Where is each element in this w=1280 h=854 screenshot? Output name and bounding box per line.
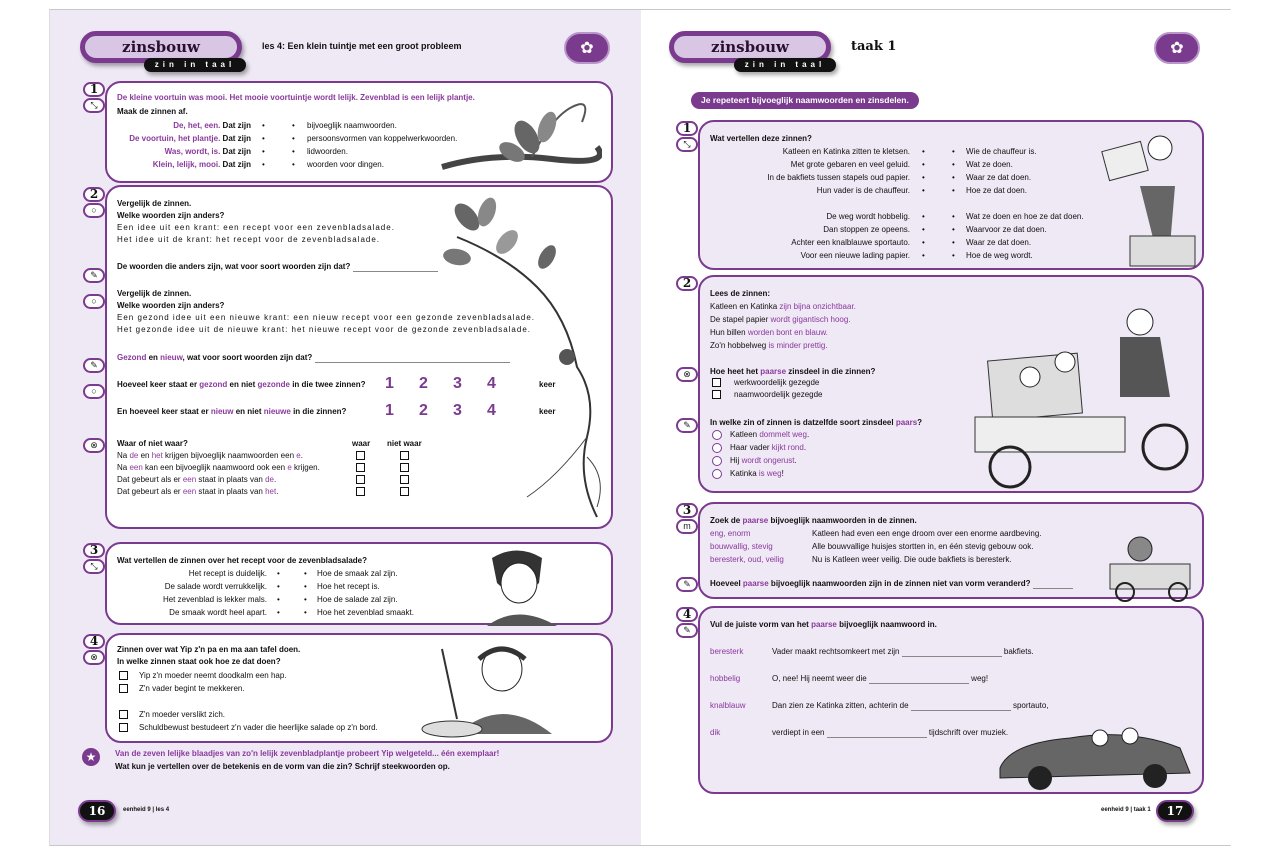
answer-checkbox[interactable] <box>119 684 128 693</box>
match-dot-left[interactable]: • <box>922 173 925 182</box>
text-fragment: O, nee! Hij neemt weer die <box>772 674 869 683</box>
checkbox-false[interactable] <box>400 475 409 484</box>
text-fragment: Katinka <box>730 469 759 478</box>
answer-checkbox[interactable] <box>119 710 128 719</box>
circle-choice-icon: ○ <box>83 294 105 309</box>
fill-in-sentence <box>772 647 1034 657</box>
text-fragment: . <box>300 451 303 460</box>
match-left-item: Katleen en Katinka zitten te kletsen. <box>782 147 910 156</box>
statement <box>117 451 303 461</box>
exercise-3 <box>698 502 1204 599</box>
fill-in-blank[interactable] <box>869 676 969 684</box>
match-right-item: Wie de chauffeur is. <box>966 147 1037 156</box>
text-fragment: de <box>129 451 139 460</box>
text-fragment: worden bont en blauw. <box>747 328 828 337</box>
text-fragment: De voortuin, het plantje. <box>129 134 221 143</box>
pencil-icon: ✎ <box>676 623 698 638</box>
answer-line[interactable] <box>1033 581 1073 589</box>
circle-choice-icon: ○ <box>83 384 105 399</box>
star-task-line2: Wat kun je vertellen over de betekenis en de vorm van die zin? Schrijf steekwoorden op. <box>115 762 450 771</box>
match-right-item: persoonsvormen van koppelwerkwoorden. <box>307 134 458 143</box>
exercise-4 <box>698 606 1204 794</box>
connect-icon: ⤡ <box>676 137 698 152</box>
connect-icon: ⤡ <box>83 98 105 113</box>
count-option[interactable]: 2 <box>419 375 428 392</box>
section-tab: zinsbouw <box>80 31 242 63</box>
exercise-number: 2 <box>83 187 105 202</box>
text-fragment: Was, wordt, is. <box>164 147 221 156</box>
checkbox-false[interactable] <box>400 487 409 496</box>
text-fragment: Katleen en Katinka <box>710 302 780 311</box>
bakfiets-illustration <box>970 297 1195 492</box>
answer-radio[interactable] <box>712 456 722 466</box>
sentence: Alle bouwvallige huisjes stortten in, en één stevig gebouw ook. <box>812 542 1034 551</box>
match-left-item: Hun vader is de chauffeur. <box>816 186 910 195</box>
text-fragment: een <box>182 475 197 484</box>
text-fragment: Dat zijn <box>220 147 251 156</box>
text-fragment: wordt ongerust <box>741 456 795 465</box>
exercise-title: Zoek de paarse bijvoeglijk naamwoorden in de zinnen. <box>710 516 917 525</box>
base-adjective: beresterk <box>710 647 744 656</box>
checkbox-true[interactable] <box>356 451 365 460</box>
checkbox-true[interactable] <box>356 475 365 484</box>
exercise-1 <box>698 120 1204 270</box>
match-right-item: Wat ze doen. <box>966 160 1013 169</box>
col-false: niet waar <box>387 439 422 448</box>
match-dot-right[interactable]: • <box>952 147 955 156</box>
match-dot-left[interactable]: • <box>262 147 265 156</box>
text-fragment: krijgen bijvoeglijk naamwoorden een <box>162 451 297 460</box>
sportscar-illustration <box>990 718 1200 793</box>
text-fragment: krijgen. <box>291 463 320 472</box>
exercise-number: 3 <box>83 543 105 558</box>
count-option[interactable]: 2 <box>419 402 428 419</box>
text-fragment: tijdschrift over muziek. <box>926 728 1009 737</box>
text-fragment: Dat zijn <box>220 160 251 169</box>
keer-label: keer <box>539 380 556 389</box>
sentence: Nu is Katleen weer veilig. Die oude bakfiets is beresterk. <box>812 555 1012 564</box>
answer-checkbox[interactable] <box>119 723 128 732</box>
count-option[interactable]: 4 <box>487 375 496 392</box>
match-left-item: Voor een nieuwe lading papier. <box>800 251 910 260</box>
match-left-item: In de bakfiets tussen stapels oud papier. <box>767 173 910 182</box>
answer-option <box>730 430 809 440</box>
page-footer: eenheid 9 | taak 1 <box>1101 807 1151 813</box>
text-fragment: is minder prettig. <box>768 341 828 350</box>
exercise-number: 1 <box>676 121 698 136</box>
connect-icon: ⤡ <box>83 559 105 574</box>
q1-sentence: Een idee uit een krant: een recept voor een zevenbladsalade. <box>117 223 395 232</box>
q1-question: De woorden die anders zijn, wat voor soort woorden zijn dat? <box>117 262 438 272</box>
exercise-subtitle: In welke zinnen staat ook hoe ze dat doen? <box>117 657 281 666</box>
q1-sentence: Het idee uit de krant: het recept voor de zevenbladsalade. <box>117 235 381 244</box>
text-fragment: een <box>182 487 197 496</box>
match-right-item: Waar ze dat doen. <box>966 238 1032 247</box>
marker-m-icon: m <box>676 519 698 534</box>
bear-car-illustration <box>1100 534 1200 604</box>
match-left-item: Achter een knalblauwe sportauto. <box>791 238 910 247</box>
text-fragment: weg! <box>968 674 989 683</box>
answer-option <box>730 456 797 466</box>
text-fragment: Klein, lelijk, mooi. <box>152 160 221 169</box>
text-fragment: Dan zien ze Katinka zitten, achterin de <box>772 701 911 710</box>
exercise-question: Hoeveel paarse bijvoeglijk naamwoorden zijn in de zinnen niet van vorm veranderd? <box>710 579 1073 589</box>
sentence <box>710 341 828 351</box>
checkbox-false[interactable] <box>400 451 409 460</box>
match-dot-left[interactable]: • <box>262 160 265 169</box>
answer-option: Yip z'n moeder neemt doodkalm een hap. <box>139 671 287 680</box>
textbook-spread <box>49 9 1231 846</box>
exercise-2 <box>105 185 613 529</box>
q2-sentence: Een gezond idee uit een nieuwe krant: een nieuw recept voor een gezonde zevenbladsalade. <box>117 313 536 322</box>
exercise-title: Vul de juiste vorm van het paarse bijvoeglijk naamwoord in. <box>710 620 937 629</box>
text-fragment: Katleen <box>730 430 760 439</box>
match-dot-left[interactable]: • <box>277 569 280 578</box>
statement <box>117 475 276 485</box>
text-fragment: Hij <box>730 456 742 465</box>
match-left-item <box>117 134 251 144</box>
text-fragment: een <box>129 463 143 472</box>
match-left-item: De salade wordt verrukkelijk. <box>164 582 267 591</box>
answer-option: Z'n moeder verslikt zich. <box>139 710 225 719</box>
exercise-title: Lees de zinnen: <box>710 289 771 298</box>
exercise-1 <box>105 81 613 183</box>
section-subtitle: zin in taal <box>144 58 246 72</box>
question-2: In welke zin of zinnen is datzelfde soort zinsdeel paars? <box>710 418 923 427</box>
count-question-1: Hoeveel keer staat er gezond en niet gezonde in die twee zinnen? <box>117 380 366 389</box>
match-dot-right[interactable]: • <box>304 569 307 578</box>
text-fragment: het <box>151 451 163 460</box>
pencil-icon: ✎ <box>676 577 698 592</box>
text-fragment: De stapel papier <box>710 315 771 324</box>
match-right-item: Hoe het zevenblad smaakt. <box>317 608 414 617</box>
text-fragment: Na <box>117 451 130 460</box>
match-left-item: Dan stoppen ze opeens. <box>823 225 910 234</box>
fill-in-sentence <box>772 701 1049 711</box>
text-fragment: . <box>803 443 807 452</box>
question-1: Hoe heet het paarse zinsdeel in die zinnen? <box>710 367 876 376</box>
match-dot-right[interactable]: • <box>952 212 955 221</box>
plant-illustration <box>432 97 602 177</box>
checkbox-true[interactable] <box>356 463 365 472</box>
vine-illustration <box>437 197 607 527</box>
text-fragment: Haar vader <box>730 443 772 452</box>
fill-in-blank[interactable] <box>902 649 1002 657</box>
match-dot-right[interactable]: • <box>292 160 295 169</box>
match-dot-right[interactable]: • <box>304 595 307 604</box>
learning-goal: Je repeteert bijvoeglijk naamwoorden en zinsdelen. <box>691 92 919 109</box>
statement <box>117 487 278 497</box>
match-dot-right[interactable]: • <box>952 160 955 169</box>
lesson-title: les 4: Een klein tuintje met een groot probleem <box>262 41 462 51</box>
fill-in-sentence <box>772 728 1008 738</box>
match-left-item: De weg wordt hobbelig. <box>826 212 910 221</box>
text-fragment: is weg <box>758 469 782 478</box>
text-fragment: Vader maakt rechtsomkeert met zijn <box>772 647 902 656</box>
text-fragment: sportauto, <box>1010 701 1049 710</box>
match-left-item <box>117 121 251 131</box>
answer-line[interactable] <box>353 264 438 272</box>
base-adjective: dik <box>710 728 721 737</box>
page-footer: eenheid 9 | les 4 <box>123 807 170 813</box>
fill-in-blank[interactable] <box>827 730 927 738</box>
text-fragment: Zo'n hobbelweg <box>710 341 769 350</box>
match-dot-right[interactable]: • <box>952 238 955 247</box>
pencil-icon: ✎ <box>676 418 698 433</box>
exercise-3 <box>105 542 613 625</box>
woman-eating-illustration <box>417 639 557 739</box>
base-adjective: knalblauw <box>710 701 746 710</box>
count-question-2: En hoeveel keer staat er nieuw en niet nieuwe in die zinnen? <box>117 407 347 416</box>
exercise-intro: De kleine voortuin was mooi. Het mooie voortuintje wordt lelijk. Zevenblad is een lelijk plantje. <box>117 93 475 102</box>
exercise-4 <box>105 633 613 743</box>
answer-option: Z'n vader begint te mekkeren. <box>139 684 245 693</box>
answer-option <box>730 443 806 453</box>
checkbox-true[interactable] <box>356 487 365 496</box>
fill-in-blank[interactable] <box>911 703 1011 711</box>
base-adjective: hobbelig <box>710 674 741 683</box>
text-fragment: Dat zijn <box>220 121 251 130</box>
match-right-item: Hoe ze dat doen. <box>966 186 1027 195</box>
tree-logo-icon: ✿ <box>1154 32 1200 64</box>
match-dot-right[interactable]: • <box>292 134 295 143</box>
cross-choice-icon: ⊗ <box>83 650 105 665</box>
text-fragment: Na <box>117 463 130 472</box>
text-fragment: . <box>806 430 810 439</box>
answer-option: naamwoordelijk gezegde <box>734 390 823 399</box>
answer-checkbox[interactable] <box>712 378 721 387</box>
q2-title: Vergelijk de zinnen. <box>117 289 192 298</box>
text-fragment: ! <box>781 469 784 478</box>
exercise-title: Wat vertellen deze zinnen? <box>710 134 812 143</box>
text-fragment: kan een bijvoeglijk naamwoord ook een <box>142 463 288 472</box>
match-left-item: Het recept is duidelijk. <box>188 569 267 578</box>
text-fragment: kijkt rond <box>771 443 804 452</box>
match-right-item: Hoe het recept is. <box>317 582 380 591</box>
answer-radio[interactable] <box>712 469 722 479</box>
match-dot-right[interactable]: • <box>292 147 295 156</box>
match-left-item: De smaak wordt heel apart. <box>169 608 267 617</box>
match-right-item: lidwoorden. <box>307 147 348 156</box>
tree-logo-icon: ✿ <box>564 32 610 64</box>
text-fragment: de <box>265 475 275 484</box>
text-fragment: Dat gebeurt als er <box>117 487 183 496</box>
text-fragment: en <box>138 451 152 460</box>
girl-newspapers-illustration <box>1100 126 1200 271</box>
text-fragment: . <box>274 475 277 484</box>
count-option[interactable]: 1 <box>385 375 394 392</box>
exercise-number: 4 <box>676 607 698 622</box>
sentence: Katleen had even een enge droom over een enorme aardbeving. <box>812 529 1042 538</box>
fill-in-sentence <box>772 674 988 684</box>
exercise-number: 2 <box>676 276 698 291</box>
match-dot-left[interactable]: • <box>922 251 925 260</box>
q2-sentence: Het gezonde idee uit de nieuwe krant: het nieuwe recept voor de gezonde zevenbladsalade. <box>117 325 532 334</box>
left-page <box>50 10 641 845</box>
count-option[interactable]: 1 <box>385 402 394 419</box>
keer-label: keer <box>539 407 556 416</box>
answer-option: werkwoordelijk gezegde <box>734 378 820 387</box>
match-dot-left[interactable]: • <box>922 160 925 169</box>
exercise-title: Zinnen over wat Yip z'n pa en ma aan tafel doen. <box>117 645 301 654</box>
answer-checkbox[interactable] <box>119 671 128 680</box>
match-right-item: Wat ze doen en hoe ze dat doen. <box>966 212 1084 221</box>
section-subtitle: zin in taal <box>734 58 836 72</box>
sentence <box>710 302 856 312</box>
match-dot-left[interactable]: • <box>277 595 280 604</box>
page-number: 16 <box>78 800 116 822</box>
match-right-item: Hoe de weg wordt. <box>966 251 1033 260</box>
match-dot-left[interactable]: • <box>922 212 925 221</box>
text-fragment: e <box>287 463 292 472</box>
exercise-title: Wat vertellen de zinnen over het recept voor de zevenbladsalade? <box>117 556 367 565</box>
star-task-line1: Van de zeven lelijke blaadjes van zo'n lelijk zevenbladplantje probeert Yip welgeteld... één exemplaar! <box>115 749 500 758</box>
match-dot-left[interactable]: • <box>922 225 925 234</box>
match-dot-left[interactable]: • <box>277 582 280 591</box>
page-number: 17 <box>1156 800 1194 822</box>
match-right-item: bijvoeglijk naamwoorden. <box>307 121 397 130</box>
sentence <box>710 328 828 338</box>
right-page <box>641 10 1232 845</box>
match-right-item: Hoe de smaak zal zijn. <box>317 569 398 578</box>
match-left-item: Met grote gebaren en veel geluid. <box>790 160 910 169</box>
section-tab: zinsbouw <box>669 31 831 63</box>
answer-option: Schuldbewust bestudeert z'n vader die heerlijke salade op z'n bord. <box>139 723 378 732</box>
cross-choice-icon: ⊗ <box>83 438 105 453</box>
match-right-item: Hoe de salade zal zijn. <box>317 595 398 604</box>
answer-checkbox[interactable] <box>712 390 721 399</box>
match-dot-right[interactable]: • <box>952 225 955 234</box>
task-title: taak 1 <box>851 39 897 54</box>
text-fragment: zijn bijna onzichtbaar. <box>779 302 856 311</box>
text-fragment: bakfiets. <box>1001 647 1034 656</box>
answer-option <box>730 469 784 479</box>
text-fragment: De, het, een. <box>173 121 221 130</box>
star-icon: ★ <box>82 748 100 766</box>
text-fragment: . <box>276 487 279 496</box>
exercise-number: 4 <box>83 634 105 649</box>
circle-choice-icon: ○ <box>83 203 105 218</box>
answer-radio[interactable] <box>712 443 722 453</box>
text-fragment: dommelt weg <box>759 430 807 439</box>
col-true: waar <box>352 439 371 448</box>
match-right-item: Waar ze dat doen. <box>966 173 1032 182</box>
sentence <box>710 315 851 325</box>
match-left-item <box>117 160 251 170</box>
match-dot-right[interactable]: • <box>952 251 955 260</box>
match-dot-left[interactable]: • <box>922 147 925 156</box>
answer-radio[interactable] <box>712 430 722 440</box>
match-dot-left[interactable]: • <box>277 608 280 617</box>
checkbox-false[interactable] <box>400 463 409 472</box>
match-dot-left[interactable]: • <box>922 238 925 247</box>
q1-subtitle: Welke woorden zijn anders? <box>117 211 225 220</box>
pencil-icon: ✎ <box>83 268 105 283</box>
statement <box>117 463 320 473</box>
exercise-number: 3 <box>676 503 698 518</box>
cross-choice-icon: ⊗ <box>676 367 698 382</box>
adjective-list: eng, enorm <box>710 529 751 538</box>
exercise-number: 1 <box>83 82 105 97</box>
text-fragment: . <box>794 456 797 465</box>
pencil-icon: ✎ <box>83 358 105 373</box>
count-option[interactable]: 3 <box>453 402 462 419</box>
boy-eating-illustration <box>467 548 567 626</box>
text-fragment: staat in plaats van <box>196 487 266 496</box>
adjective-list: beresterk, oud, veilig <box>710 555 784 564</box>
text-fragment: Dat gebeurt als er <box>117 475 183 484</box>
match-dot-right[interactable]: • <box>952 173 955 182</box>
exercise-instruction: Maak de zinnen af. <box>117 107 188 116</box>
match-dot-right[interactable]: • <box>304 608 307 617</box>
text-fragment: wordt gigantisch hoog. <box>770 315 851 324</box>
match-left-item <box>117 147 251 157</box>
text-fragment: e <box>296 451 301 460</box>
match-dot-right[interactable]: • <box>952 186 955 195</box>
match-dot-left[interactable]: • <box>922 186 925 195</box>
match-right-item: Waarvoor ze dat doen. <box>966 225 1047 234</box>
exercise-2 <box>698 275 1204 493</box>
match-right-item: woorden voor dingen. <box>307 160 384 169</box>
q2-question: Gezond en nieuw, wat voor soort woorden zijn dat? <box>117 353 510 363</box>
q1-title: Vergelijk de zinnen. <box>117 199 192 208</box>
count-option[interactable]: 3 <box>453 375 462 392</box>
match-dot-left[interactable]: • <box>262 121 265 130</box>
text-fragment: Hun billen <box>710 328 748 337</box>
text-fragment: het <box>265 487 277 496</box>
text-fragment: verdiept in een <box>772 728 827 737</box>
q2-subtitle: Welke woorden zijn anders? <box>117 301 225 310</box>
match-dot-left[interactable]: • <box>262 134 265 143</box>
match-left-item: Het zevenblad is lekker mals. <box>162 595 267 604</box>
text-fragment: Dat zijn <box>220 134 251 143</box>
true-false-title: Waar of niet waar? <box>117 439 188 448</box>
count-option[interactable]: 4 <box>487 402 496 419</box>
adjective-list: bouwvallig, stevig <box>710 542 773 551</box>
match-dot-right[interactable]: • <box>292 121 295 130</box>
match-dot-right[interactable]: • <box>304 582 307 591</box>
text-fragment: staat in plaats van <box>196 475 266 484</box>
